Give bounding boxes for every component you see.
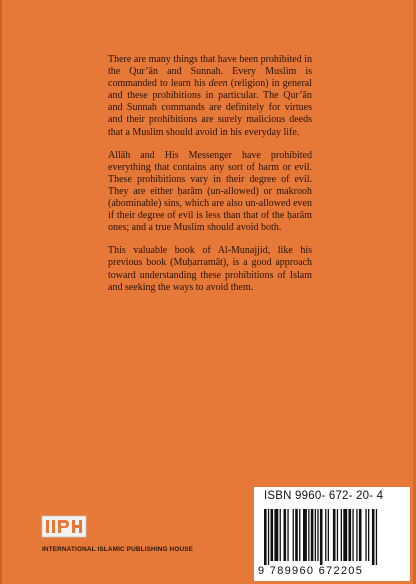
svg-text:IIPH: IIPH <box>64 538 66 539</box>
blurb-paragraph-1-text-a: There are many things that have been prohibited in the Qur’ān and Sunnah. Every Muslim is commanded to learn his <box>108 54 312 90</box>
cover-blurb <box>108 54 312 305</box>
blurb-paragraph-3: This valuable book of Al-Munajjid, like his previous book (Muḥarramāt), is a good approach toward understanding these prohibitions of Islam and seeking the ways to avoid them. <box>108 245 312 293</box>
blurb-paragraph-1-italic: deen <box>208 78 228 90</box>
barcode-number: 9 789960 672205 <box>258 565 364 577</box>
barcode-icon <box>260 509 406 565</box>
publisher-name: INTERNATIONAL ISLAMIC PUBLISHING HOUSE <box>42 546 194 553</box>
cover-left-edge <box>0 0 2 584</box>
publisher-logo-icon <box>42 516 86 537</box>
isbn-label: ISBN 9960- 672- 20- 4 <box>264 490 384 502</box>
blurb-paragraph-1-text-b: (religion) in general and these prohibitions in particular. The Qur’ān and Sunnah commands are definitely for virtues and their prohibitions are surely malicious deeds that a Muslim should avoid in his everyday life. <box>108 78 312 138</box>
publisher-logo <box>42 516 86 537</box>
blurb-paragraph-1 <box>108 54 312 139</box>
barcode-panel <box>254 487 410 581</box>
blurb-paragraph-2: Allāh and His Messenger have prohibited everything that contains any sort of harm or evil. These prohibitions vary in their degree of evil. They are either ḥarām (un-allowed) or makrooh (abominable) sins, which are also un-allowed even if their degree of evil is less than that of the ḥarām ones; and a true Muslim should avoid both. <box>108 149 312 234</box>
